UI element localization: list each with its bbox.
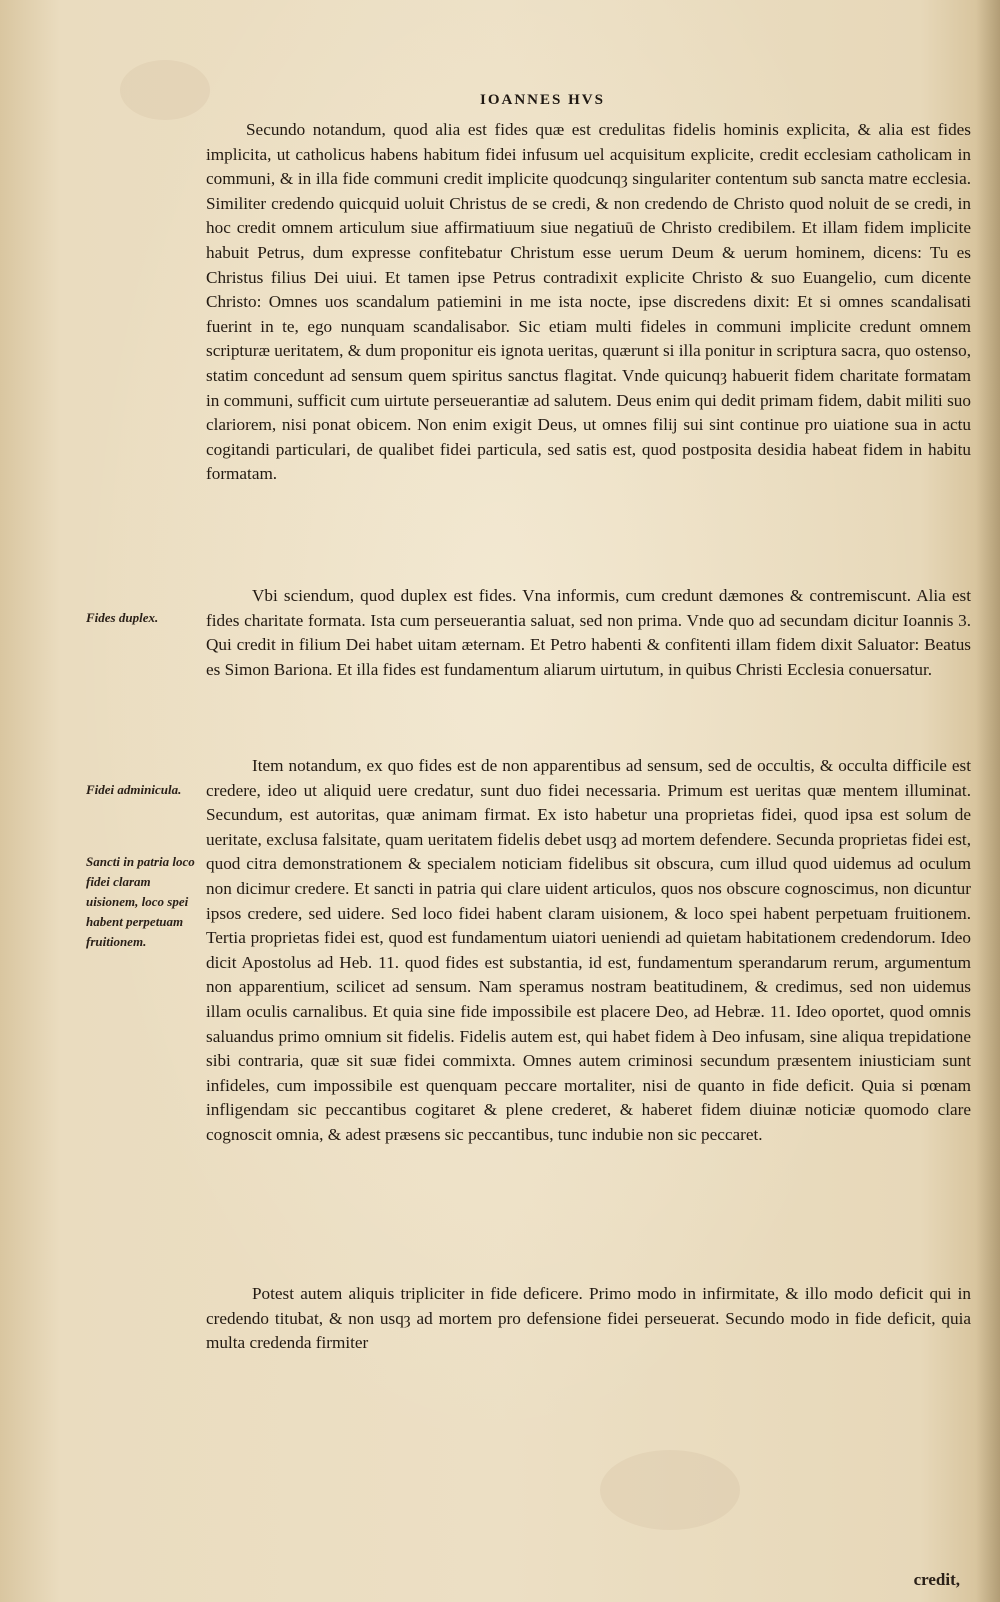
margin-note-fidei-adminicula: Fidei adminicula. [86, 782, 182, 797]
paragraph-1: Secundo notandum, quod alia est fides quæ est credulitas fidelis hominis explicita, & alia est fides implicita, ut catholicus habens habitum fidei infusum uel acquisitum explicite, credit ecclesiam catholicam in communi, & in illa fide communi credit implicite quodcunqȝ singulariter contentum sub sancta matre ecclesia. Similiter credendo quicquid uoluit Christus de se credi, & non credendo de Christo quod noluit de se credi, in hoc credit omnem articulum siue affirmatiuum siue negatiuū de Christo credibilem. Et illam fidem implicite habuit Petrus, dum expresse confitebatur Christum esse uerum Deum & uerum hominem, dicens: Tu es Christus filius Dei uiui. Et tamen ipse Petrus contradixit explicite Christo & suo Euangelio, cum dicente Christo: Omnes uos scandalum patiemini in me ista nocte, ipse discredens dixit: Et si omnes scandalisati fuerint in te, ego nunquam scandalisabor. Sic etiam multi fideles in communi implicite credunt omnem scripturæ ueritatem, & dum proponitur eis ignota ueritas, quærunt si illa ponitur in scriptura sacra, quo ostenso, statim concedunt ad sensum quem spiritus sanctus flagitat. Vnde quicunqȝ habuerit fidem charitate formatam in communi, sufficit cum uirtute perseuerantiæ ad salutem. Deus enim qui dedit primam fidem, dabit militi suo clariorem, nisi ponat obicem. Non enim exigit Deus, ut omnes filij sui sint continue pro uiatione sua in actu cogitandi particulari, de qualibet fidei particula, sed satis est, quod postposita desidia habeat fidem in habitu formatam. [206, 120, 971, 484]
main-text-block-4 [206, 1282, 971, 1372]
main-text-block-2 [206, 584, 971, 698]
main-text-block [206, 118, 971, 503]
margin-note-fides-duplex: Fides duplex. [86, 610, 159, 625]
paragraph-4: Potest autem aliquis tripliciter in fide deficere. Primo modo in infirmitate, & illo modo deficit qui in credendo titubat, & non usqȝ ad mortem pro defensione fidei perseuerat. Secundo modo in fide deficit, quia multa credenda firmiter [206, 1284, 971, 1353]
margin-note-sancti-in-patria: Sancti in patria loco fidei claram uisionem, loco spei habent perpetuam fruitionem. [86, 854, 195, 949]
paragraph-3: Item notandum, ex quo fides est de non apparentibus ad sensum, sed de occultis, & occulta difficile est credere, ideo ut aliquid uere credatur, sunt duo fidei necessaria. Primum est ueritas quæ mentem illuminat. Secundum, est autoritas, quæ animam firmat. Ex isto habetur una proprietas fidei, quod ipsa est solum de ueritate, exclusa falsitate, quam ueritatem fidelis debet usqȝ ad mortem defendere. Secunda proprietas fidei est, quod citra demonstrationem & specialem noticiam fidelibus sit obscura, cum illud quod uidemus ad oculum non dicimur credere. Et sancti in patria qui clare uident articulos, quos nos obscure cognoscimus, non dicuntur ipsos credere, sed uidere. Sed loco fidei habent claram uisionem, & loco spei habent perpetuam fruitionem. Tertia proprietas fidei est, quod est fundamentum uiatori ueniendi ad quietam habitationem credendorum. Ideo dicit Apostolus ad Heb. 11. quod fides est substantia, id est, fundamentum sperandarum rerum, argumentum non apparentium, scilicet ad sensum. Nam speramus nostram beatitudinem, & credimus, sed non uidemus illam oculis carnalibus. Et quia sine fide impossibile est placere Deo, ad Hebræ. 11. Ideo oportet, quod omnis saluandus primo omnium sit fidelis. Fidelis autem est, qui habet fidem à Deo infusam, sine aliqua trepidatione sibi contraria, quæ sit suæ fidei commixta. Omnes autem criminosi secundum præsentem iniusticiam sunt infideles, cum impossibile est quenquam peccare mortaliter, nisi de quanto in fide deficit. Quia si pœnam infligendam sic peccantibus cogitaret & plene crederet, & haberet fidem diuinæ noticiæ quomodo clare cognoscit omnia, & adest præsens sic peccantibus, tunc indubie non sic peccaret. [206, 756, 971, 1144]
catchword: credit, [913, 1570, 960, 1589]
paper-stain [120, 60, 210, 120]
main-text-block-3 [206, 754, 971, 1164]
running-head: IOANNES HVS [480, 92, 605, 108]
paragraph-2: Vbi sciendum, quod duplex est fides. Vna informis, cum credunt dæmones & contremiscunt. Alia est fides charitate formata. Ista cum perseuerantia saluat, sed non prima. Vnde quo ad secundam dicitur Ioannis 3. Qui credit in filium Dei habet uitam æternam. Et Petro habenti & confitenti illam fidem dixit Saluator: Beatus es Simon Bariona. Et illa fides est fundamentum aliarum uirtutum, in quibus Christi Ecclesia conuersatur. [206, 586, 971, 679]
page-edge-shadow [976, 0, 1000, 1602]
paper-stain [600, 1450, 740, 1530]
